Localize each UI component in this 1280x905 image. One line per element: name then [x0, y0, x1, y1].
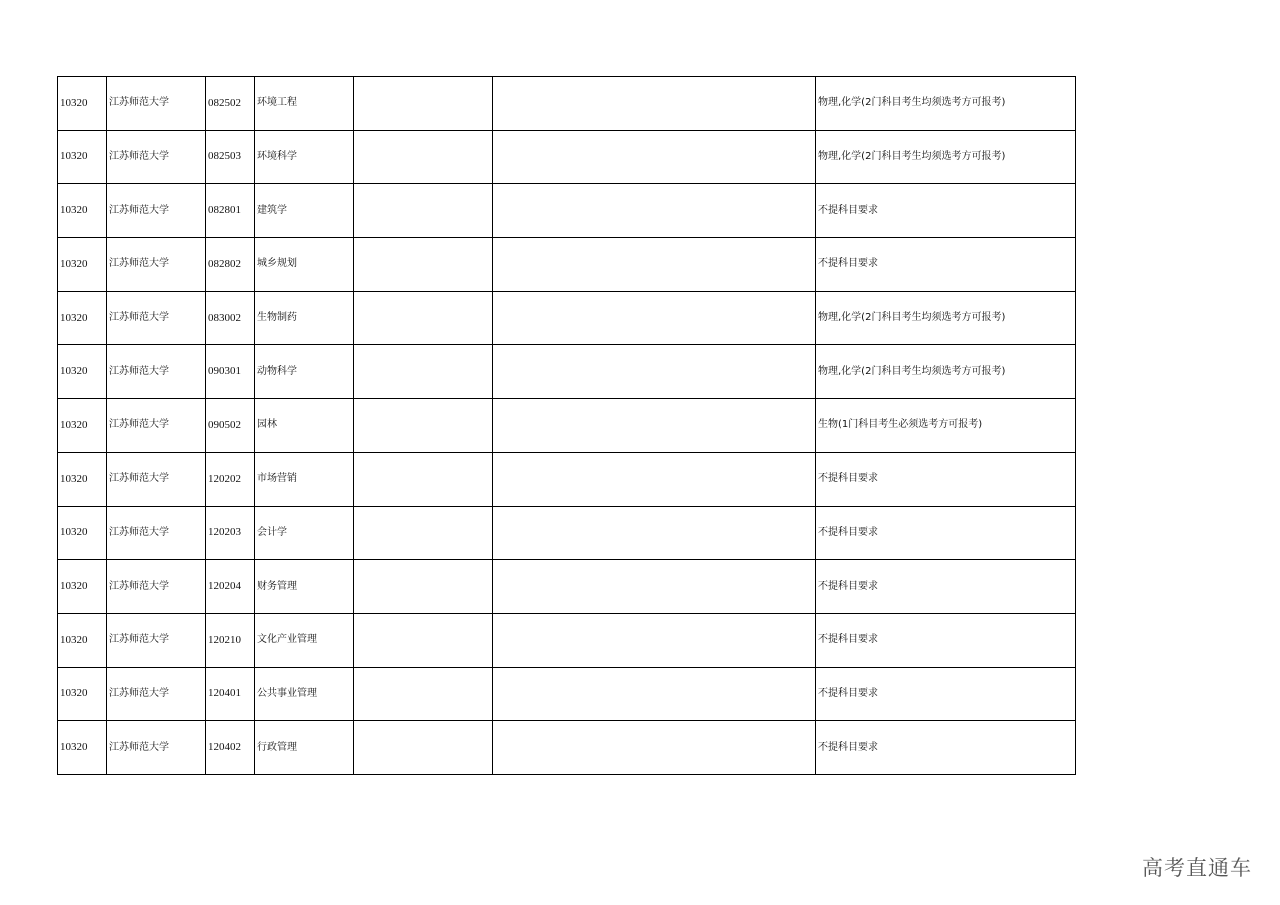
school-code-cell: 10320 [58, 667, 107, 721]
empty-cell [354, 130, 493, 184]
subject-requirement-cell: 不提科目要求 [816, 613, 1076, 667]
empty-cell [493, 560, 816, 614]
empty-cell [354, 613, 493, 667]
table-row [58, 721, 1076, 775]
empty-cell [354, 560, 493, 614]
subject-requirements-table [57, 76, 1076, 775]
empty-cell [354, 506, 493, 560]
major-code-cell: 120204 [206, 560, 255, 614]
subject-requirement-cell: 物理,化学(2门科目考生均须选考方可报考) [816, 77, 1076, 131]
empty-cell [354, 291, 493, 345]
table-row [58, 77, 1076, 131]
empty-cell [493, 613, 816, 667]
subject-requirement-cell: 不提科目要求 [816, 506, 1076, 560]
subject-requirement-cell: 不提科目要求 [816, 452, 1076, 506]
subject-requirement-cell: 不提科目要求 [816, 721, 1076, 775]
school-code-cell: 10320 [58, 345, 107, 399]
table-row [58, 452, 1076, 506]
subject-requirement-cell: 物理,化学(2门科目考生均须选考方可报考) [816, 130, 1076, 184]
school-code-cell: 10320 [58, 613, 107, 667]
empty-cell [354, 238, 493, 292]
major-code-cell: 120401 [206, 667, 255, 721]
school-name-cell: 江苏师范大学 [107, 506, 206, 560]
major-name-cell: 环境科学 [255, 130, 354, 184]
empty-cell [354, 667, 493, 721]
school-code-cell: 10320 [58, 238, 107, 292]
major-code-cell: 082802 [206, 238, 255, 292]
major-name-cell: 生物制药 [255, 291, 354, 345]
table-row [58, 506, 1076, 560]
table-row [58, 667, 1076, 721]
major-name-cell: 环境工程 [255, 77, 354, 131]
school-code-cell: 10320 [58, 560, 107, 614]
empty-cell [493, 130, 816, 184]
school-name-cell: 江苏师范大学 [107, 399, 206, 453]
major-code-cell: 090301 [206, 345, 255, 399]
school-name-cell: 江苏师范大学 [107, 184, 206, 238]
major-code-cell: 120402 [206, 721, 255, 775]
school-name-cell: 江苏师范大学 [107, 721, 206, 775]
school-name-cell: 江苏师范大学 [107, 130, 206, 184]
major-name-cell: 市场营销 [255, 452, 354, 506]
subject-requirement-cell: 不提科目要求 [816, 667, 1076, 721]
major-code-cell: 082503 [206, 130, 255, 184]
empty-cell [493, 238, 816, 292]
major-name-cell: 会计学 [255, 506, 354, 560]
table-row [58, 399, 1076, 453]
school-code-cell: 10320 [58, 452, 107, 506]
empty-cell [493, 291, 816, 345]
school-name-cell: 江苏师范大学 [107, 452, 206, 506]
school-code-cell: 10320 [58, 77, 107, 131]
school-code-cell: 10320 [58, 721, 107, 775]
subject-requirement-cell: 物理,化学(2门科目考生均须选考方可报考) [816, 345, 1076, 399]
major-name-cell: 文化产业管理 [255, 613, 354, 667]
school-code-cell: 10320 [58, 399, 107, 453]
table-row [58, 184, 1076, 238]
major-code-cell: 082502 [206, 77, 255, 131]
empty-cell [493, 452, 816, 506]
major-code-cell: 120210 [206, 613, 255, 667]
empty-cell [354, 399, 493, 453]
school-name-cell: 江苏师范大学 [107, 613, 206, 667]
table-row [58, 238, 1076, 292]
empty-cell [493, 721, 816, 775]
empty-cell [493, 399, 816, 453]
major-name-cell: 公共事业管理 [255, 667, 354, 721]
subject-requirement-cell: 不提科目要求 [816, 238, 1076, 292]
empty-cell [354, 452, 493, 506]
table-row [58, 345, 1076, 399]
school-code-cell: 10320 [58, 291, 107, 345]
school-name-cell: 江苏师范大学 [107, 345, 206, 399]
major-code-cell: 120203 [206, 506, 255, 560]
major-name-cell: 动物科学 [255, 345, 354, 399]
table-row [58, 560, 1076, 614]
school-name-cell: 江苏师范大学 [107, 560, 206, 614]
subject-requirement-cell: 生物(1门科目考生必须选考方可报考) [816, 399, 1076, 453]
school-code-cell: 10320 [58, 130, 107, 184]
table-row [58, 291, 1076, 345]
empty-cell [493, 77, 816, 131]
watermark-text: 高考直通车 [1142, 856, 1252, 880]
table-row [58, 130, 1076, 184]
subject-requirement-cell: 不提科目要求 [816, 560, 1076, 614]
subject-requirement-cell: 不提科目要求 [816, 184, 1076, 238]
empty-cell [493, 506, 816, 560]
table-body [58, 77, 1076, 775]
empty-cell [493, 184, 816, 238]
major-code-cell: 082801 [206, 184, 255, 238]
major-name-cell: 园林 [255, 399, 354, 453]
empty-cell [354, 184, 493, 238]
major-name-cell: 城乡规划 [255, 238, 354, 292]
empty-cell [354, 345, 493, 399]
major-code-cell: 083002 [206, 291, 255, 345]
school-name-cell: 江苏师范大学 [107, 238, 206, 292]
school-code-cell: 10320 [58, 506, 107, 560]
empty-cell [354, 721, 493, 775]
major-name-cell: 建筑学 [255, 184, 354, 238]
school-name-cell: 江苏师范大学 [107, 77, 206, 131]
major-name-cell: 行政管理 [255, 721, 354, 775]
table-row [58, 613, 1076, 667]
empty-cell [354, 77, 493, 131]
school-name-cell: 江苏师范大学 [107, 667, 206, 721]
empty-cell [493, 345, 816, 399]
empty-cell [493, 667, 816, 721]
major-code-cell: 090502 [206, 399, 255, 453]
subject-requirement-cell: 物理,化学(2门科目考生均须选考方可报考) [816, 291, 1076, 345]
major-name-cell: 财务管理 [255, 560, 354, 614]
school-code-cell: 10320 [58, 184, 107, 238]
school-name-cell: 江苏师范大学 [107, 291, 206, 345]
major-code-cell: 120202 [206, 452, 255, 506]
